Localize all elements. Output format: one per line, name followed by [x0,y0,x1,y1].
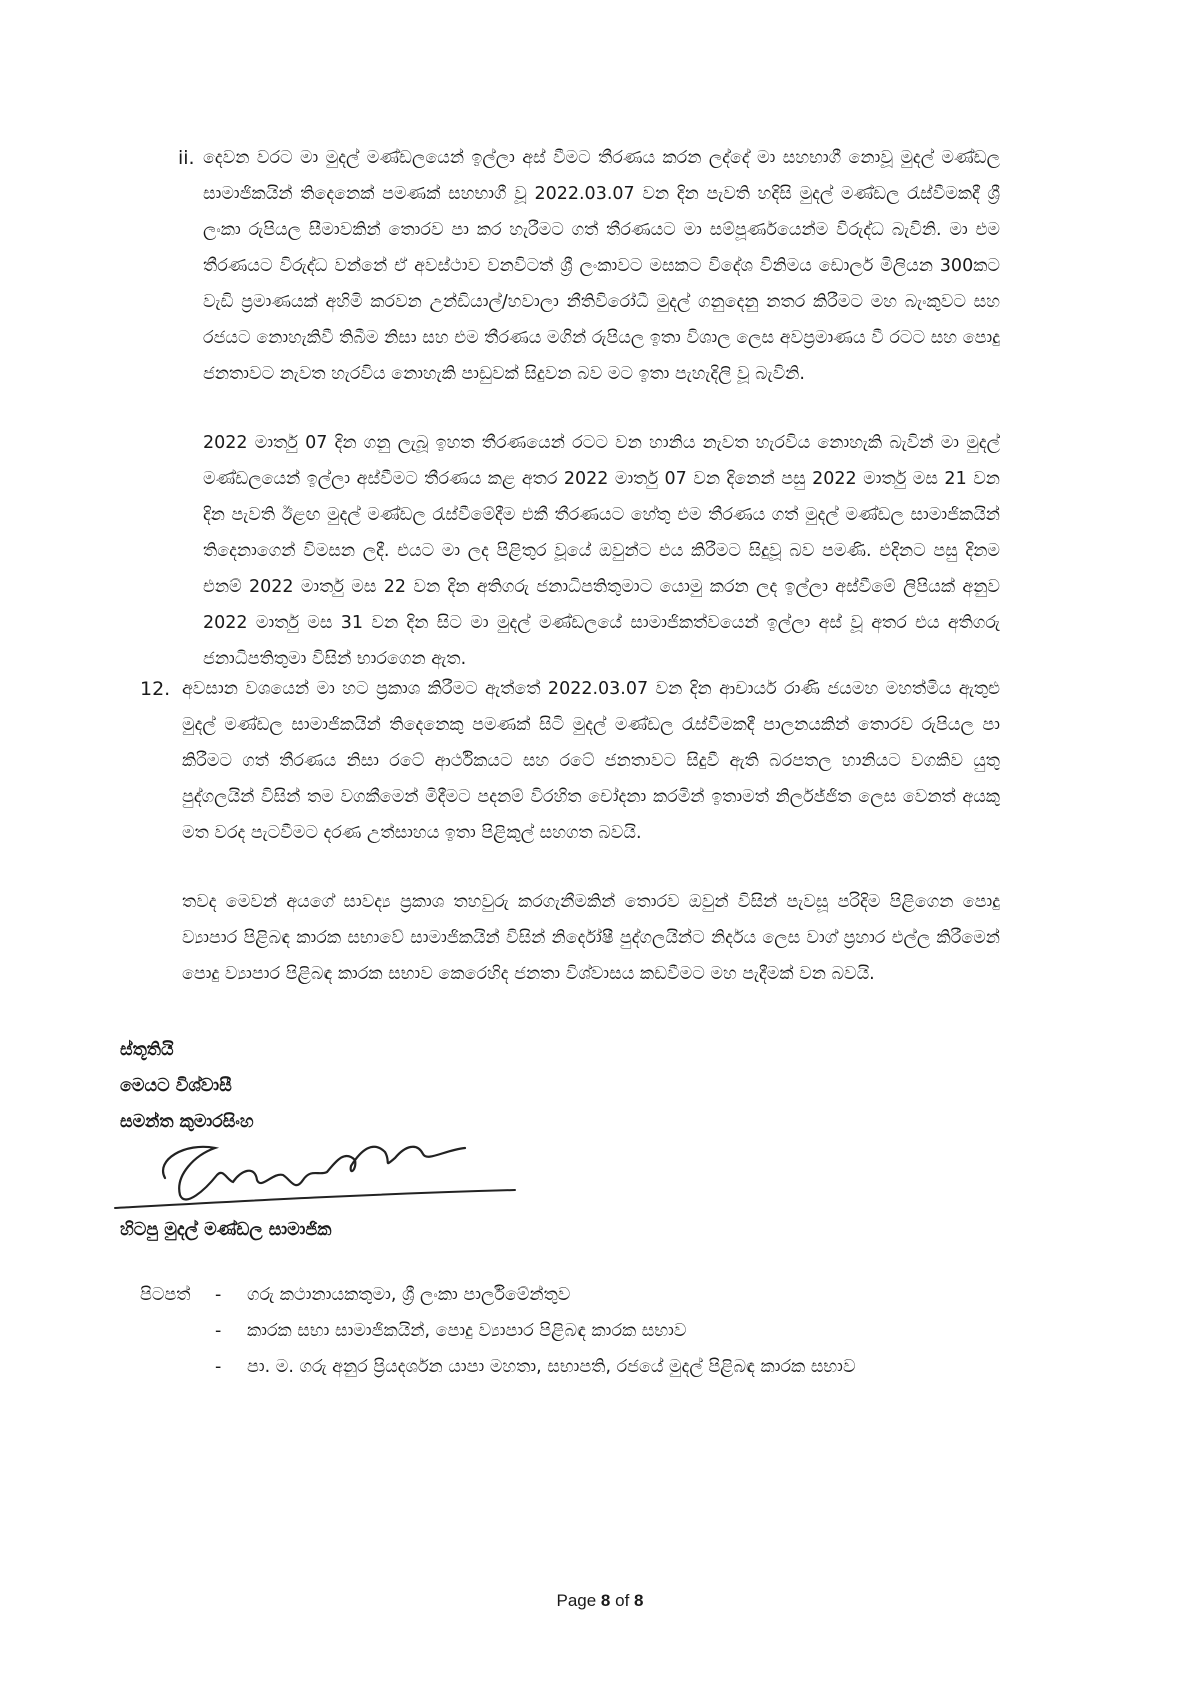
cc-dash: - [215,1321,222,1341]
item-ii-paragraph: දෙවන වරට මා මුදල් මණ්ඩලයෙන් ඉල්ලා අස් වීමට තීරණය කරන ලද්දේ මා සහභාගී නොවූ මුදල් මණ්ඩල සාමාජිකයින් තිදෙනෙක් පමණක් සහභාගී වූ 2022.03.07 වන දින පැවති හදිසි මුදල් මණ්ඩල රැස්වීමකදී ශ්‍රී ලංකා රුපියල සීමාවකින් තොරව පා කර හැරීමට ගත් තීරණයට මා සම්පූර්ණයෙන්ම විරුද්ධ බැවිනි. මා එම තීරණයට විරුද්ධ වන්නේ ඒ අවස්ථාව වනවිටත් ශ්‍රී ලංකාවට මසකට විදේශ විනිමය ඩොලර් මිලියන 300කට වැඩි ප්‍රමාණයක් අහිමි කරවන උන්ඩියාල්/හවාලා නීතිවිරෝධී මුදල් ගනුදෙනු නතර කිරීමට මහ බැංකුවට සහ රජයට නොහැකිවී තිබීම නිසා සහ එම තීරණය මගින් රුපියල ඉතා විශාල ලෙස අවප්‍රමාණය වී රටට සහ පොදු ජනතාවට නැවත හැරවිය නොහැකි පාඩුවක් සිදුවන බව මට ඉතා පැහැදිලි වූ බැවිනි. [203,148,1000,384]
closing-faithfully: මෙයට විශ්වාසී [120,1076,232,1096]
item-12-paragraph: අවසාන වශයෙන් මා හට ප්‍රකාශ කිරීමට ඇත්තේ 2022.03.07 වන දින ආචාර්ය රාණි ජයමහ මහත්මිය ඇතුළු මුදල් මණ්ඩල සාමාජිකයින් තිදෙනෙකු පමණක් සිටි මුදල් මණ්ඩල රැස්වීමකදී පාලනයකින් තොරව රුපියල පා කිරීමට ගත් තීරණය නිසා රටේ ආර්ථිකයට සහ රටේ ජනතාවට සිදුවී ඇති බරපතල හානියට වගකිව යුතු පුද්ගලයින් විසින් තම වගකීමෙන් මිදීමට පදනම් විරහිත චෝදනා කරමින් ඉතාමත් නිර්ලජ්ජිත ලෙස වෙනත් අයකු මත වරද පැටවීමට දරණ උත්සාහය ඉතා පිළිකුල් සහගත බවයි. [182,679,1000,843]
page-total: 8 [634,1591,644,1610]
item-ii-marker: ii. [178,147,195,169]
page-footer [0,1591,1200,1611]
further-paragraph: තවද මෙවන් අයගේ සාවද්‍ය ප්‍රකාශ තහවුරු කරගැනීමකින් තොරව ඔවුන් විසින් පැවසූ පරිදිම පිළිගෙන පොදු ව්‍යාපාර පිළිබඳ කාරක සභාවේ සාමාජිකයින් විසින් නිර්දෝෂී පුද්ගලයින්ට නිර්දය ලෙස වාග් ප්‍රහාර එල්ල කිරීමෙන් පොදු ව්‍යාපාර පිළිබඳ කාරක සභාව කෙරෙහිද ජනතා විශ්වාසය කඩවීමට මහ පැදීමක් වන බවයි. [182,892,1000,984]
cc-item: පා. ම. ගරු අනුර ප්‍රියදර්ශන යාපා මහතා, සභාපති, රජයේ මුදල් පිළිබඳ කාරක සභාව [247,1357,856,1377]
page-of-word: of [615,1591,630,1610]
item-12-marker: 12. [140,678,171,700]
cc-dash: - [215,1357,222,1377]
page-word: Page [556,1591,597,1610]
cc-row-1 [140,1277,1040,1313]
closing-name: සමන්ත කුමාරසිංහ [120,1112,254,1132]
cc-item: ගරු කථානායකතුමා, ශ්‍රී ලංකා පාර්ලිමේන්තුව [247,1285,571,1305]
cc-item: කාරක සභා සාමාජිකයින්, පොදු ව්‍යාපාර පිළිබඳ කාරක සභාව [247,1321,687,1341]
closing-thanks: ස්තූතියි [120,1040,174,1060]
cc-list [140,1277,1040,1385]
march-resignation-paragraph: 2022 මාර්තු 07 දින ගනු ලැබූ ඉහත තීරණයෙන් රටට වන හානිය නැවත හැරවිය නොහැකි බැවින් මා මුදල් මණ්ඩලයෙන් ඉල්ලා අස්වීමට තීරණය කළ අතර 2022 මාර්තු 07 වන දිනෙන් පසු 2022 මාර්තු මස 21 වන දින පැවති ඊළඟ මුදල් මණ්ඩල රැස්වීමේදීම එකී තීරණයට හේතු එම තීරණය ගත් මුදල් මණ්ඩල සාමාජිකයින් තිදෙනාගෙන් විමසන ලදී. එයට මා ලද පිළිතුර වූයේ ඔවුන්ට එය කිරීමට සිදුවූ බව පමණි. එදිනට පසු දිනම එනම් 2022 මාර්තු මස 22 වන දින අතිගරු ජනාධිපතිතුමාට යොමු කරන ලද ඉල්ලා අස්වීමේ ලිපියක් අනුව 2022 මාර්තු මස 31 වන දින සිට මා මුදල් මණ්ඩලයේ සාමාජිකත්වයෙන් ඉල්ලා අස් වූ අතර එය අතිගරු ජනාධිපතිතුමා විසින් භාරගෙන ඇත. [203,433,1000,669]
cc-label: පිටපත් [140,1285,191,1305]
cc-row-3 [140,1349,1040,1385]
cc-dash: - [215,1285,222,1305]
designation-line: හිටපු මුදල් මණ්ඩල සාමාජික [120,1220,332,1240]
page-current: 8 [600,1591,611,1610]
signature-image [105,1120,565,1220]
cc-row-2 [140,1313,1040,1349]
